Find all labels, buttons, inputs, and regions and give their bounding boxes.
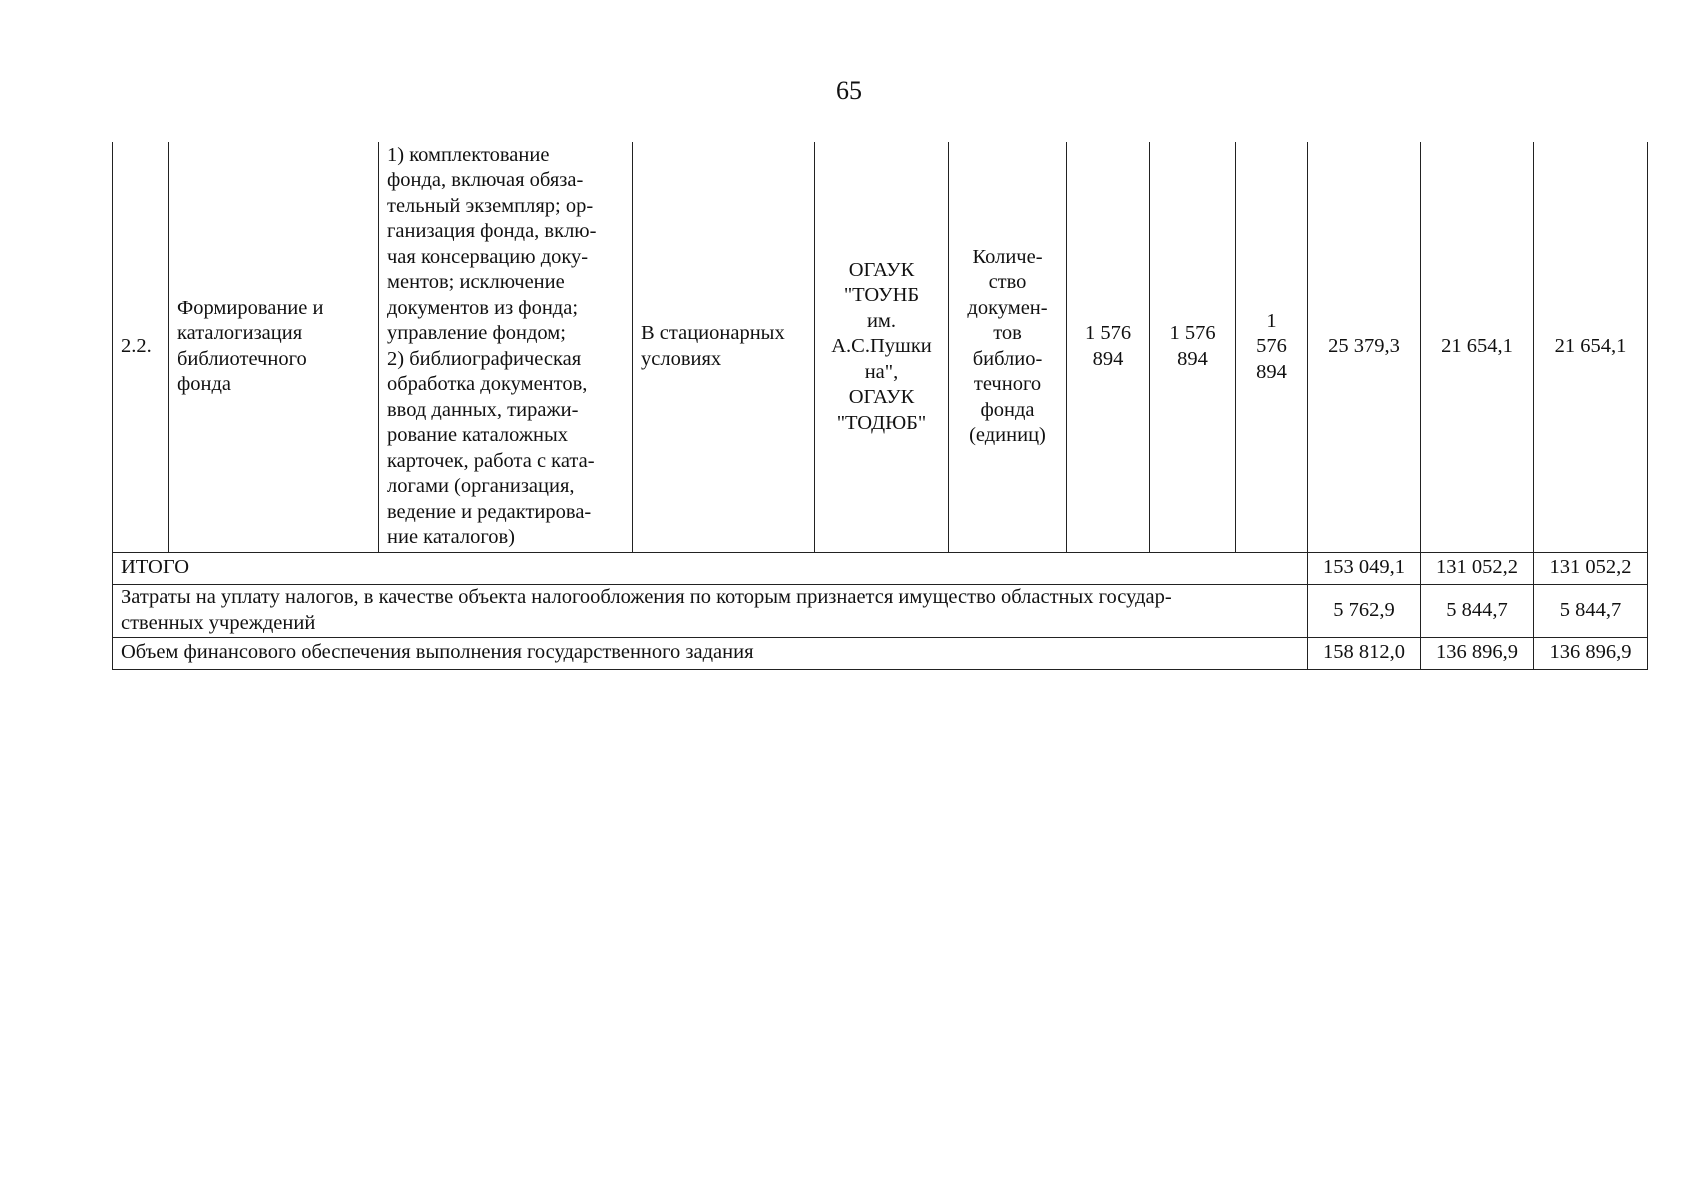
- total-year-3: 131 052,2: [1534, 552, 1648, 584]
- conditions-cell: [633, 142, 815, 552]
- tax-costs-row: [113, 584, 1648, 637]
- cost-year-1: 25 379,3: [1328, 335, 1400, 357]
- work-content: 1) комплектование фонда, включая обяза- тельный экземпляр; ор- ганизация фонда, вклю- чая консервацию доку- ментов; исключение документов из фонда; управление фондом; 2) библиографическая обработка документов, ввод данных, тиражи- рование каталожных карточек, работа с ката- логами (организация, ведение и редактирова- ние каталогов): [387, 143, 597, 549]
- financing-volume-year-3: 136 896,9: [1534, 637, 1648, 669]
- volume-year-3: 1 576 894: [1256, 309, 1287, 383]
- service-conditions: В стационарных условиях: [641, 322, 785, 370]
- volume-indicator: Количе- ство докумен- тов библио- течного фонда (единиц): [967, 245, 1048, 447]
- financing-volume-year-2: 136 896,9: [1421, 637, 1534, 669]
- total-row: [113, 552, 1648, 584]
- indicator-cell: [949, 142, 1067, 552]
- financing-volume-label: Объем финансового обеспечения выполнения государственного задания: [113, 637, 1308, 669]
- volume-year-1-cell: [1067, 142, 1150, 552]
- work-content-cell: [379, 142, 633, 552]
- financing-table: [112, 142, 1648, 670]
- row-number: 2.2.: [121, 335, 152, 357]
- total-year-1: 153 049,1: [1308, 552, 1421, 584]
- cost-year-2-cell: [1421, 142, 1534, 552]
- financing-volume-year-1: 158 812,0: [1308, 637, 1421, 669]
- volume-year-1: 1 576 894: [1084, 322, 1132, 370]
- volume-year-2-cell: [1150, 142, 1236, 552]
- row-number-cell: [113, 142, 169, 552]
- service-name: Формирование и каталогизация библиотечного фонда: [177, 296, 324, 396]
- financing-volume-row: [113, 637, 1648, 669]
- service-name-cell: [169, 142, 379, 552]
- cost-year-2: 21 654,1: [1441, 335, 1513, 357]
- volume-year-2: 1 576 894: [1169, 322, 1216, 370]
- cost-year-3-cell: [1534, 142, 1648, 552]
- page-number: 65: [836, 76, 862, 105]
- tax-costs-year-3: 5 844,7: [1534, 584, 1648, 637]
- institution-cell: [815, 142, 949, 552]
- tax-costs-label: Затраты на уплату налогов, в качестве объекта налогообложения по которым признается имущество областных государ- ственных учреждений: [113, 584, 1308, 637]
- volume-year-3-cell: [1236, 142, 1308, 552]
- total-label: ИТОГО: [113, 552, 1308, 584]
- tax-costs-year-1: 5 762,9: [1308, 584, 1421, 637]
- total-year-2: 131 052,2: [1421, 552, 1534, 584]
- cost-year-3: 21 654,1: [1554, 335, 1627, 357]
- tax-costs-year-2: 5 844,7: [1421, 584, 1534, 637]
- cost-year-1-cell: [1308, 142, 1421, 552]
- table-row: [113, 142, 1648, 552]
- institution-name: ОГАУК "ТОУНБ им. А.С.Пушки на", ОГАУК "ТОДЮБ": [831, 258, 932, 434]
